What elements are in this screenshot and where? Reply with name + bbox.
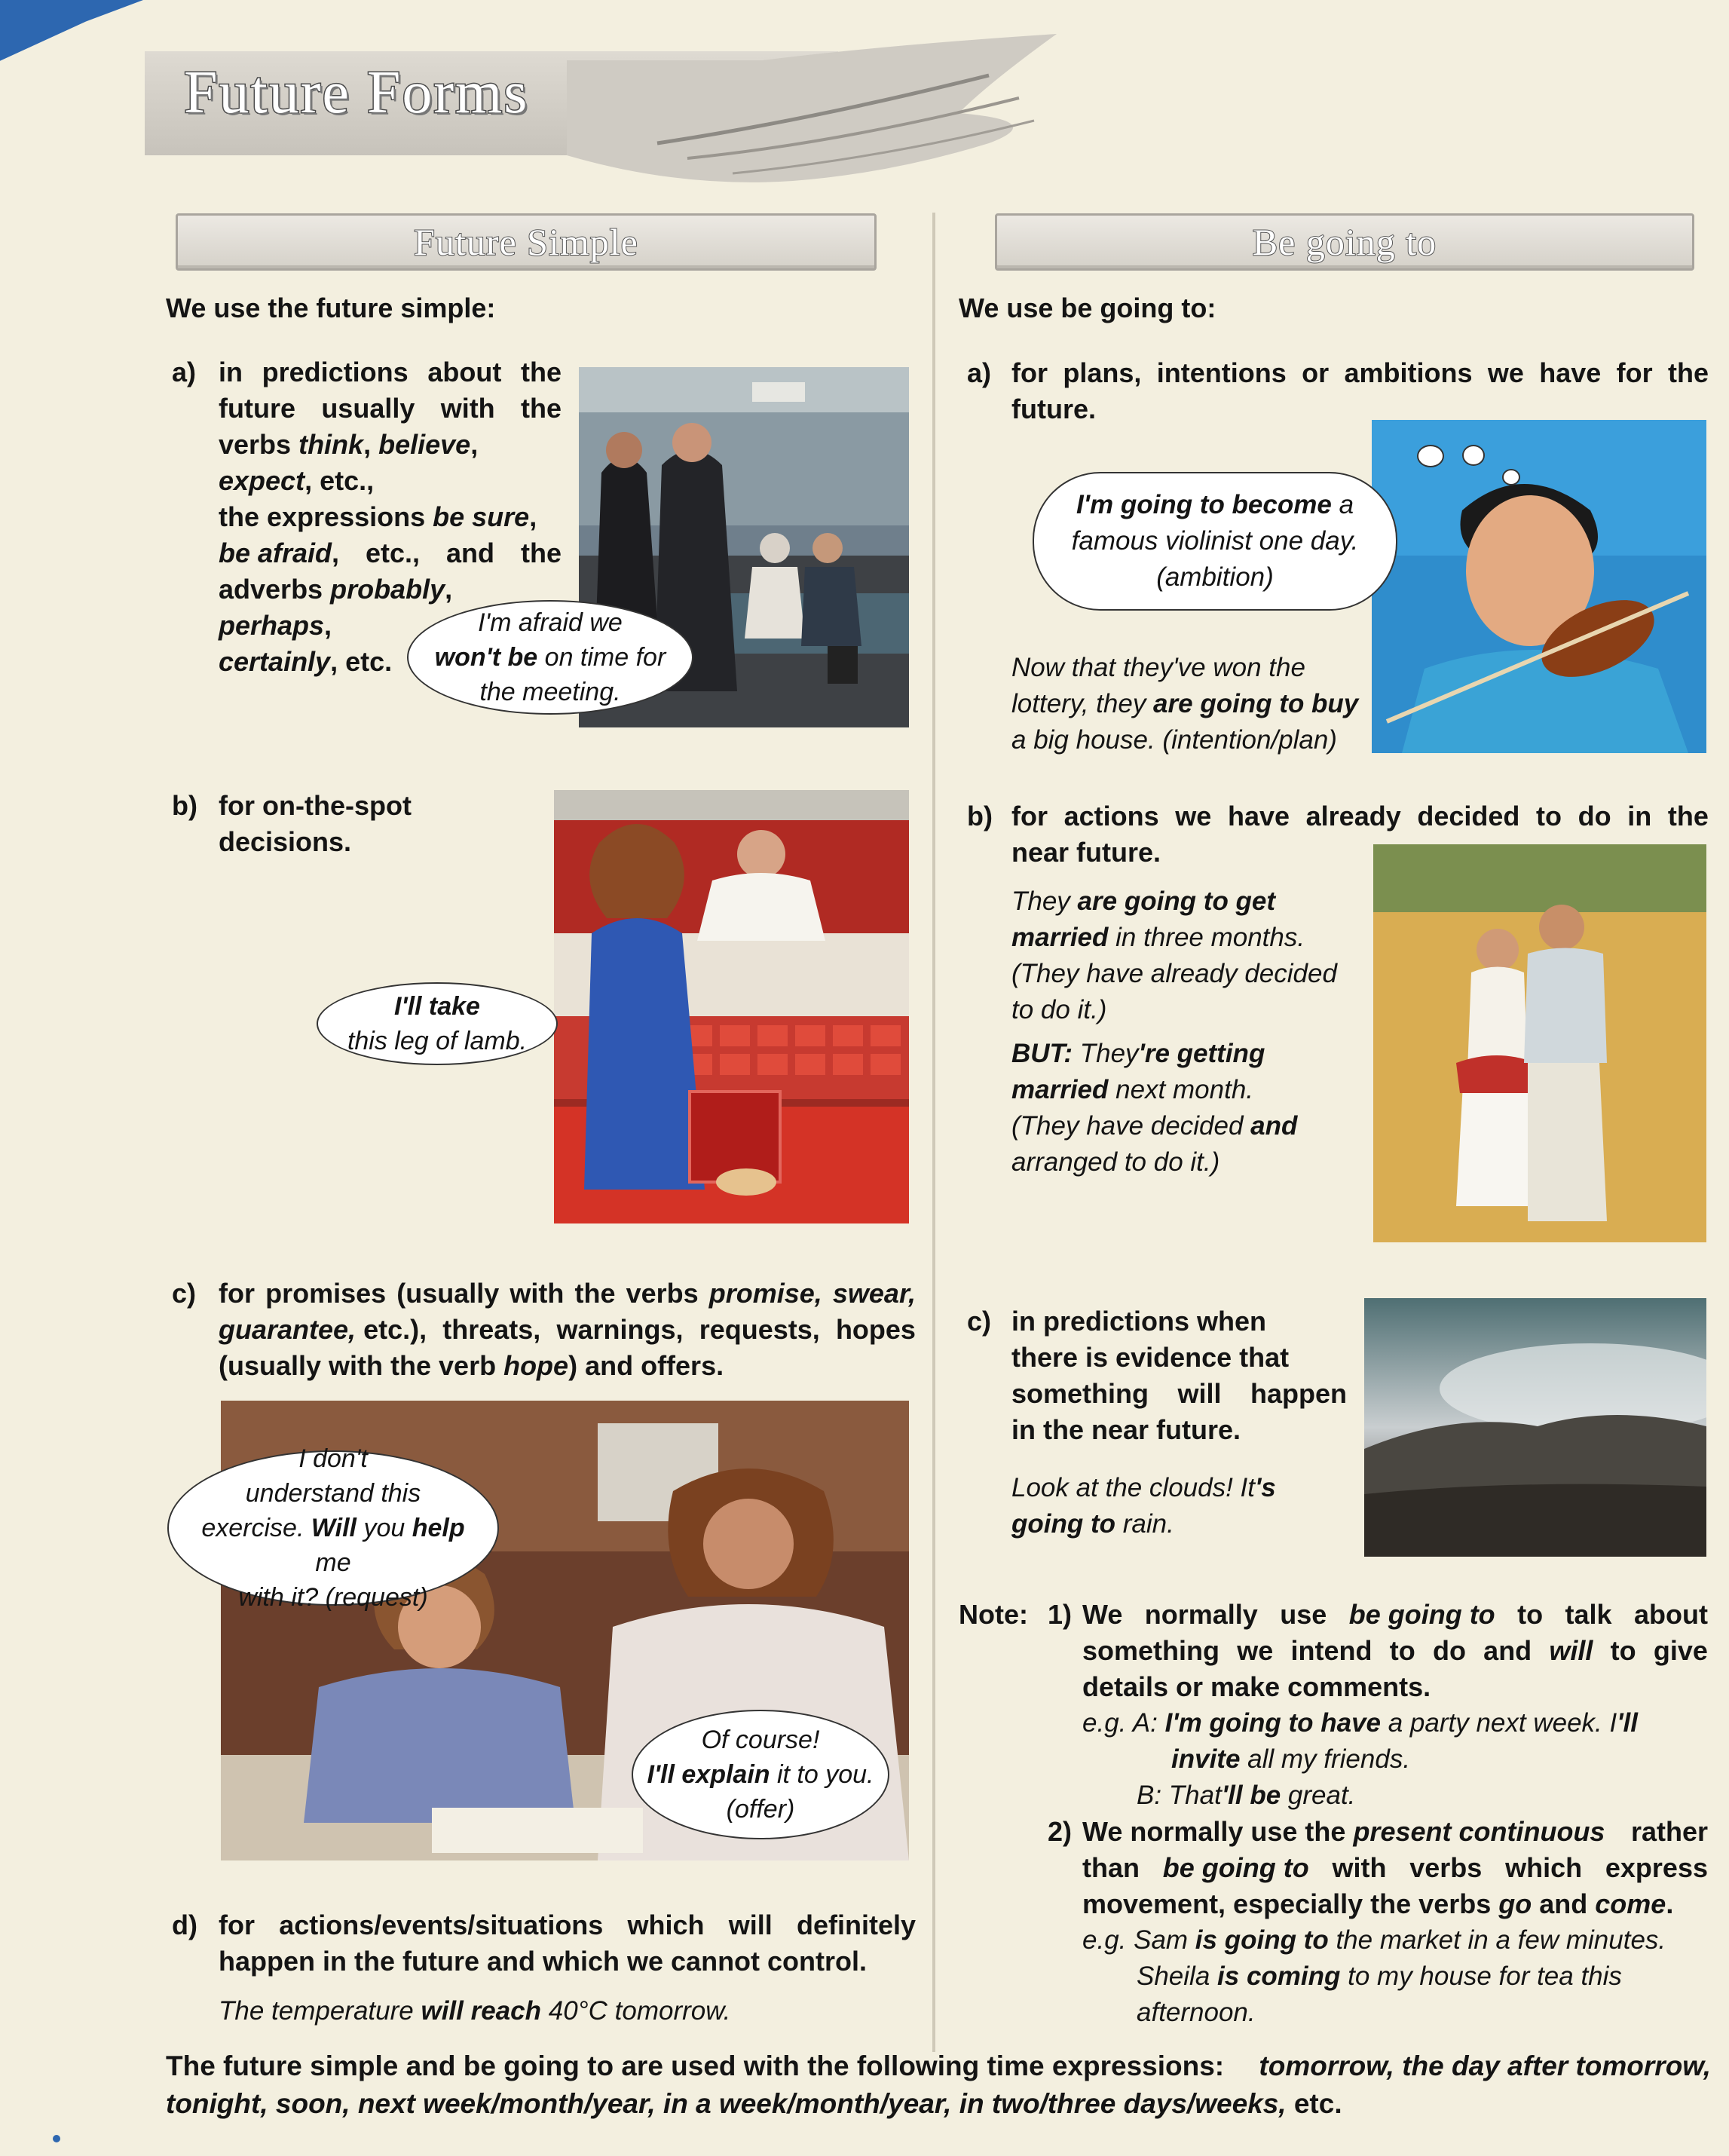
be-going-to-heading: Be going to — [995, 213, 1694, 271]
thought-dot-large — [1417, 445, 1444, 467]
time-expressions-footer: The future simple and be going to are used with the following time expressions: tomorrow, the day after tomorrow, tonight, soon, next week/month/year, in a week/month/year, in two/three days/weeks, etc. — [166, 2050, 1711, 2119]
left-item-d-label: d) — [172, 1909, 197, 1940]
note-2-label: 2) — [1048, 1816, 1073, 1847]
title-banner — [145, 30, 1727, 181]
left-item-d-text: for actions/events/situations which will definitely happen in the future and which we cannot control. — [219, 1909, 916, 1977]
left-item-d-example: The temperature will reach 40°C tomorrow. — [219, 1996, 731, 2026]
right-item-a-label: a) — [967, 357, 992, 388]
future-simple-intro: We use the future simple: — [166, 292, 496, 323]
right-item-b-example-2: BUT: They're getting married next month. (They have decided and arranged to do it.) — [1011, 1039, 1298, 1177]
left-item-a-text: in predictions about the future usually with the verbs think, believe, expect, etc., the expressions be sure, be afraid, etc., and the adverbs probably, perhaps, certainly, etc. — [219, 357, 562, 677]
note-label: Note: — [959, 1599, 1028, 1630]
right-item-b-example-1: They are going to get married in three months. (They have already decided to do it.) — [1011, 887, 1337, 1024]
banner-brush-sweep — [567, 30, 1079, 188]
page-title: Future Forms — [184, 60, 529, 126]
note-1-label: 1) — [1048, 1599, 1073, 1630]
corner-dot — [53, 2135, 60, 2142]
homework-request-bubble: I don't understand this exercise. Will you help me with it? (request) — [167, 1450, 499, 1606]
right-item-b-label: b) — [967, 801, 993, 831]
right-item-c-text: in predictions when there is evidence that something will happen in the near future. — [1011, 1306, 1347, 1445]
corner-decoration — [0, 0, 143, 72]
homework-offer-bubble: Of course! I'll explain it to you. (offer) — [632, 1710, 889, 1839]
right-item-a-example: Now that they've won the lottery, they are going to buy a big house. (intention/plan) — [1011, 653, 1359, 755]
note-1-example: e.g. A: I'm going to have a party next week. I'll invite all my friends. B: That'll be great. — [1082, 1708, 1639, 1810]
note-2-example: e.g. Sam is going to the market in a few minutes. Sheila is coming to my house for tea this afternoon. — [1082, 1925, 1666, 2027]
left-item-b-text: for on-the-spot decisions. — [219, 790, 412, 857]
thought-dot-small — [1502, 469, 1520, 485]
butcher-speech-bubble: I'll take this leg of lamb. — [317, 982, 558, 1065]
right-item-c-example: Look at the clouds! It's going to rain. — [1011, 1473, 1276, 1539]
column-divider — [932, 213, 935, 2052]
violin-boy-photo — [1372, 420, 1706, 753]
couple-field-photo — [1373, 844, 1706, 1242]
note-2-text: We normally use the present continuous rather than be going to with verbs which express movement, especially the verbs go and come. — [1082, 1816, 1708, 1919]
left-item-c-label: c) — [172, 1278, 197, 1309]
right-item-c-label: c) — [967, 1306, 992, 1337]
left-item-c-text: for promises (usually with the verbs promise, swear, guarantee, etc.), threats, warnings, requests, hopes (usually with the verb hope) and offers. — [219, 1278, 916, 1381]
future-simple-heading: Future Simple — [176, 213, 877, 271]
be-going-to-intro: We use be going to: — [959, 292, 1216, 323]
storm-clouds-photo — [1364, 1298, 1706, 1557]
airport-speech-bubble: I'm afraid we won't be on time for the meeting. — [407, 600, 693, 715]
left-item-b-label: b) — [172, 790, 197, 821]
right-item-a-text: for plans, intentions or ambitions we have for the future. — [1011, 357, 1709, 424]
right-item-b-text: for actions we have already decided to do in the near future. — [1011, 801, 1709, 868]
butcher-shop-photo — [554, 790, 909, 1223]
violin-thought-bubble: I'm going to become a famous violinist one day. (ambition) — [1033, 472, 1397, 611]
note-1-text: We normally use be going to to talk about something we intend to do and will to give details or make comments. — [1082, 1599, 1708, 1702]
thought-dot-medium — [1462, 445, 1485, 466]
left-item-a-label: a) — [172, 357, 197, 387]
